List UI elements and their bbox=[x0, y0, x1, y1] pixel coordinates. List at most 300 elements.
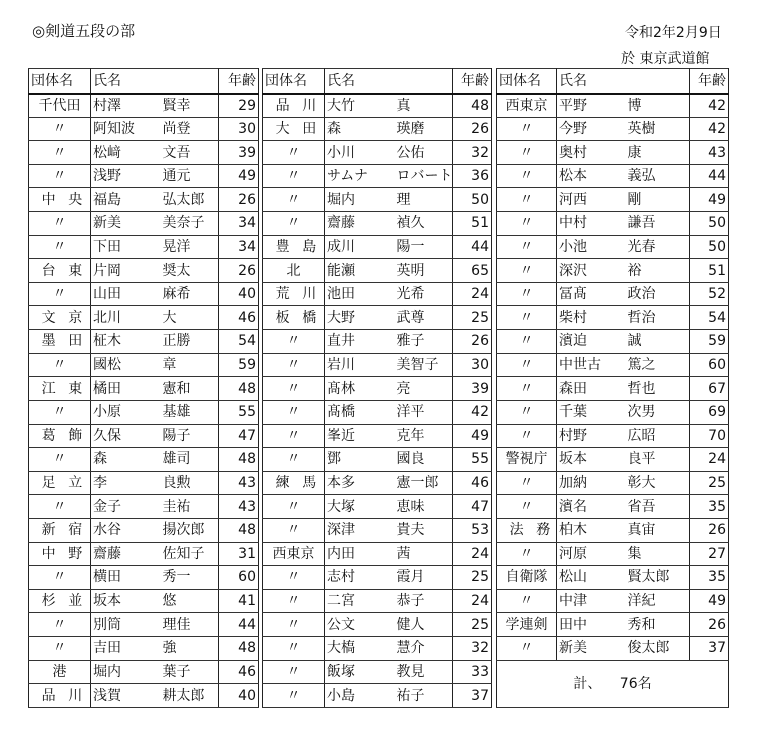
given-name-cell: 広昭 bbox=[626, 424, 690, 448]
given-name-cell: 晃洋 bbox=[161, 235, 219, 259]
org-cell: 〃 bbox=[497, 637, 557, 661]
table-row bbox=[29, 448, 259, 472]
org-cell: 〃 bbox=[29, 117, 91, 141]
table-row bbox=[263, 235, 492, 259]
table-row bbox=[29, 589, 259, 613]
table-row bbox=[263, 164, 492, 188]
roster-table-2 bbox=[262, 68, 492, 708]
surname-cell: 森 bbox=[91, 448, 161, 472]
org-cell: 〃 bbox=[263, 495, 325, 519]
surname-cell: 本多 bbox=[325, 471, 395, 495]
given-name-cell: 裕 bbox=[626, 259, 690, 283]
surname-cell: 深沢 bbox=[557, 259, 626, 283]
column-header-org: 団体名 bbox=[263, 69, 325, 94]
org-cell: 〃 bbox=[497, 282, 557, 306]
age-cell: 46 bbox=[219, 660, 259, 684]
surname-cell: 大塚 bbox=[325, 495, 395, 519]
org-cell: 豊島 bbox=[263, 235, 325, 259]
given-name-cell: 剛 bbox=[626, 188, 690, 212]
surname-cell: 内田 bbox=[325, 542, 395, 566]
surname-cell: 鄧 bbox=[325, 448, 395, 472]
age-cell: 25 bbox=[453, 306, 492, 330]
org-cell: 〃 bbox=[497, 117, 557, 141]
given-name-cell: 基雄 bbox=[161, 400, 219, 424]
org-cell: 〃 bbox=[497, 424, 557, 448]
given-name-cell: 強 bbox=[161, 637, 219, 661]
surname-cell: 柏木 bbox=[557, 518, 626, 542]
surname-cell: 濱迫 bbox=[557, 330, 626, 354]
surname-cell: 別筒 bbox=[91, 613, 161, 637]
column-header-age: 年齢 bbox=[219, 69, 259, 94]
table-row bbox=[497, 542, 729, 566]
surname-cell: 森田 bbox=[557, 377, 626, 401]
org-cell: 杉並 bbox=[29, 589, 91, 613]
given-name-cell: 光春 bbox=[626, 235, 690, 259]
org-cell: 〃 bbox=[497, 589, 557, 613]
given-name-cell: 通元 bbox=[161, 164, 219, 188]
given-name-cell: 賢太郎 bbox=[626, 566, 690, 590]
surname-cell: 大野 bbox=[325, 306, 395, 330]
org-cell: 〃 bbox=[29, 353, 91, 377]
age-cell: 35 bbox=[690, 566, 729, 590]
table-row bbox=[497, 471, 729, 495]
org-cell: 葛飾 bbox=[29, 424, 91, 448]
surname-cell: 村野 bbox=[557, 424, 626, 448]
column-header-name-cont bbox=[626, 69, 690, 94]
table-row bbox=[29, 542, 259, 566]
roster-table-3 bbox=[496, 68, 729, 708]
event-date: 令和2年2月9日 bbox=[625, 25, 722, 41]
age-cell: 34 bbox=[219, 212, 259, 236]
org-cell: 〃 bbox=[263, 660, 325, 684]
surname-cell: 村澤 bbox=[91, 94, 161, 118]
org-cell: 〃 bbox=[29, 282, 91, 306]
table-row bbox=[263, 212, 492, 236]
org-cell: 大田 bbox=[263, 117, 325, 141]
org-cell: 〃 bbox=[29, 141, 91, 165]
table-row bbox=[263, 471, 492, 495]
age-cell: 59 bbox=[219, 353, 259, 377]
given-name-cell: 義弘 bbox=[626, 164, 690, 188]
table-row bbox=[263, 448, 492, 472]
age-cell: 48 bbox=[219, 377, 259, 401]
age-cell: 49 bbox=[219, 164, 259, 188]
org-cell: 〃 bbox=[263, 684, 325, 708]
table-row bbox=[29, 377, 259, 401]
table-row bbox=[29, 684, 259, 708]
surname-cell: 下田 bbox=[91, 235, 161, 259]
given-name-cell: 祐子 bbox=[395, 684, 453, 708]
org-cell: 品川 bbox=[29, 684, 91, 708]
table-row bbox=[263, 613, 492, 637]
table-row bbox=[29, 400, 259, 424]
table-row bbox=[263, 684, 492, 708]
given-name-cell: 正勝 bbox=[161, 330, 219, 354]
given-name-cell: 陽一 bbox=[395, 235, 453, 259]
age-cell: 46 bbox=[219, 306, 259, 330]
given-name-cell: 賢幸 bbox=[161, 94, 219, 118]
given-name-cell: 篤之 bbox=[626, 353, 690, 377]
table-row bbox=[497, 259, 729, 283]
given-name-cell: 霞月 bbox=[395, 566, 453, 590]
org-cell: 〃 bbox=[263, 377, 325, 401]
age-cell: 47 bbox=[453, 495, 492, 519]
given-name-cell: 秀和 bbox=[626, 613, 690, 637]
surname-cell: 福島 bbox=[91, 188, 161, 212]
table-row bbox=[29, 259, 259, 283]
org-cell: 〃 bbox=[263, 448, 325, 472]
given-name-cell: 大 bbox=[161, 306, 219, 330]
given-name-cell: 亮 bbox=[395, 377, 453, 401]
table-row bbox=[263, 589, 492, 613]
org-cell: 〃 bbox=[497, 235, 557, 259]
age-cell: 25 bbox=[453, 613, 492, 637]
surname-cell: 浅賀 bbox=[91, 684, 161, 708]
org-cell: 墨田 bbox=[29, 330, 91, 354]
surname-cell: 坂本 bbox=[91, 589, 161, 613]
org-cell: 〃 bbox=[263, 518, 325, 542]
org-cell: 〃 bbox=[29, 164, 91, 188]
table-row bbox=[263, 259, 492, 283]
table-row bbox=[263, 566, 492, 590]
org-cell: 西東京 bbox=[263, 542, 325, 566]
given-name-cell: 陽子 bbox=[161, 424, 219, 448]
org-cell: 〃 bbox=[497, 141, 557, 165]
given-name-cell: 奨太 bbox=[161, 259, 219, 283]
age-cell: 26 bbox=[690, 518, 729, 542]
org-cell: 〃 bbox=[29, 212, 91, 236]
org-cell: 〃 bbox=[263, 164, 325, 188]
surname-cell: 能瀬 bbox=[325, 259, 395, 283]
age-cell: 39 bbox=[219, 141, 259, 165]
table-row bbox=[497, 212, 729, 236]
age-cell: 30 bbox=[219, 117, 259, 141]
age-cell: 32 bbox=[453, 637, 492, 661]
given-name-cell: 彰大 bbox=[626, 471, 690, 495]
column-header-age: 年齢 bbox=[690, 69, 729, 94]
surname-cell: 吉田 bbox=[91, 637, 161, 661]
roster-tables bbox=[28, 68, 728, 707]
age-cell: 26 bbox=[690, 613, 729, 637]
given-name-cell: 良勲 bbox=[161, 471, 219, 495]
org-cell: 〃 bbox=[29, 235, 91, 259]
age-cell: 54 bbox=[690, 306, 729, 330]
age-cell: 54 bbox=[219, 330, 259, 354]
surname-cell: 中世古 bbox=[557, 353, 626, 377]
table-row bbox=[29, 566, 259, 590]
given-name-cell: 洋紀 bbox=[626, 589, 690, 613]
org-cell: 港 bbox=[29, 660, 91, 684]
table-row bbox=[263, 518, 492, 542]
table-row bbox=[497, 637, 729, 661]
given-name-cell: 英樹 bbox=[626, 117, 690, 141]
org-cell: 自衛隊 bbox=[497, 566, 557, 590]
age-cell: 24 bbox=[690, 448, 729, 472]
given-name-cell: 葉子 bbox=[161, 660, 219, 684]
total-count: 計、 76名 bbox=[497, 660, 729, 707]
table-row bbox=[29, 353, 259, 377]
org-cell: 新宿 bbox=[29, 518, 91, 542]
given-name-cell: 哲治 bbox=[626, 306, 690, 330]
org-cell: 足立 bbox=[29, 471, 91, 495]
age-cell: 49 bbox=[690, 589, 729, 613]
org-cell: 千代田 bbox=[29, 94, 91, 118]
org-cell: 中野 bbox=[29, 542, 91, 566]
org-cell: 練馬 bbox=[263, 471, 325, 495]
table-row bbox=[29, 495, 259, 519]
surname-cell: 大竹 bbox=[325, 94, 395, 118]
surname-cell: 新美 bbox=[91, 212, 161, 236]
org-cell: 〃 bbox=[263, 330, 325, 354]
given-name-cell: 洋平 bbox=[395, 400, 453, 424]
given-name-cell: 康 bbox=[626, 141, 690, 165]
table-row bbox=[497, 330, 729, 354]
age-cell: 43 bbox=[690, 141, 729, 165]
age-cell: 26 bbox=[219, 259, 259, 283]
org-cell: 〃 bbox=[29, 400, 91, 424]
org-cell: 〃 bbox=[497, 212, 557, 236]
given-name-cell: 慧介 bbox=[395, 637, 453, 661]
given-name-cell: 謙吾 bbox=[626, 212, 690, 236]
roster-table-1 bbox=[28, 68, 259, 708]
age-cell: 44 bbox=[219, 613, 259, 637]
age-cell: 48 bbox=[453, 94, 492, 118]
surname-cell: 坂本 bbox=[557, 448, 626, 472]
given-name-cell: 英明 bbox=[395, 259, 453, 283]
column-header-name: 氏名 bbox=[91, 69, 161, 94]
org-cell: 〃 bbox=[263, 589, 325, 613]
given-name-cell: 文吾 bbox=[161, 141, 219, 165]
surname-cell: 中村 bbox=[557, 212, 626, 236]
table-row bbox=[497, 400, 729, 424]
event-venue: 於 東京武道館 bbox=[621, 51, 710, 67]
surname-cell: 奥村 bbox=[557, 141, 626, 165]
table-row bbox=[263, 660, 492, 684]
org-cell: 〃 bbox=[29, 566, 91, 590]
org-cell: 板橋 bbox=[263, 306, 325, 330]
org-cell: 北 bbox=[263, 259, 325, 283]
given-name-cell: 真宙 bbox=[626, 518, 690, 542]
surname-cell: 横田 bbox=[91, 566, 161, 590]
org-cell: 〃 bbox=[497, 164, 557, 188]
surname-cell: 髙林 bbox=[325, 377, 395, 401]
org-cell: 文京 bbox=[29, 306, 91, 330]
given-name-cell: 武尊 bbox=[395, 306, 453, 330]
org-cell: 〃 bbox=[497, 188, 557, 212]
given-name-cell: 憲一郎 bbox=[395, 471, 453, 495]
org-cell: 警視庁 bbox=[497, 448, 557, 472]
org-cell: 中央 bbox=[29, 188, 91, 212]
age-cell: 48 bbox=[219, 518, 259, 542]
table-row bbox=[263, 353, 492, 377]
age-cell: 42 bbox=[690, 94, 729, 118]
surname-cell: 岩川 bbox=[325, 353, 395, 377]
age-cell: 26 bbox=[453, 330, 492, 354]
table-row bbox=[497, 282, 729, 306]
table-row bbox=[497, 235, 729, 259]
age-cell: 42 bbox=[453, 400, 492, 424]
header-row bbox=[497, 69, 729, 94]
org-cell: 〃 bbox=[29, 613, 91, 637]
org-cell: 〃 bbox=[263, 424, 325, 448]
given-name-cell: 揚次郎 bbox=[161, 518, 219, 542]
table-row bbox=[29, 306, 259, 330]
surname-cell: 平野 bbox=[557, 94, 626, 118]
table-row bbox=[497, 448, 729, 472]
org-cell: 学連剣 bbox=[497, 613, 557, 637]
age-cell: 50 bbox=[690, 212, 729, 236]
org-cell: 〃 bbox=[263, 188, 325, 212]
given-name-cell: 理佳 bbox=[161, 613, 219, 637]
table-row bbox=[263, 424, 492, 448]
age-cell: 24 bbox=[453, 589, 492, 613]
surname-cell: 中津 bbox=[557, 589, 626, 613]
age-cell: 32 bbox=[453, 141, 492, 165]
table-row bbox=[29, 471, 259, 495]
surname-cell: 片岡 bbox=[91, 259, 161, 283]
surname-cell: 志村 bbox=[325, 566, 395, 590]
surname-cell: 柴村 bbox=[557, 306, 626, 330]
org-cell: 〃 bbox=[497, 495, 557, 519]
age-cell: 60 bbox=[690, 353, 729, 377]
given-name-cell: 省吾 bbox=[626, 495, 690, 519]
age-cell: 69 bbox=[690, 400, 729, 424]
given-name-cell: 恭子 bbox=[395, 589, 453, 613]
age-cell: 40 bbox=[219, 684, 259, 708]
age-cell: 41 bbox=[219, 589, 259, 613]
age-cell: 55 bbox=[453, 448, 492, 472]
age-cell: 52 bbox=[690, 282, 729, 306]
table-row bbox=[29, 613, 259, 637]
given-name-cell: 教見 bbox=[395, 660, 453, 684]
table-row bbox=[29, 117, 259, 141]
given-name-cell: 憲和 bbox=[161, 377, 219, 401]
table-row bbox=[497, 141, 729, 165]
given-name-cell: 美奈子 bbox=[161, 212, 219, 236]
age-cell: 35 bbox=[690, 495, 729, 519]
age-cell: 26 bbox=[219, 188, 259, 212]
given-name-cell: 次男 bbox=[626, 400, 690, 424]
age-cell: 24 bbox=[453, 542, 492, 566]
column-header-org: 団体名 bbox=[29, 69, 91, 94]
table-row bbox=[29, 235, 259, 259]
given-name-cell: 俊太郎 bbox=[626, 637, 690, 661]
age-cell: 51 bbox=[690, 259, 729, 283]
table-row bbox=[497, 306, 729, 330]
age-cell: 53 bbox=[453, 518, 492, 542]
given-name-cell: 博 bbox=[626, 94, 690, 118]
surname-cell: 山田 bbox=[91, 282, 161, 306]
org-cell: 〃 bbox=[263, 353, 325, 377]
surname-cell: 阿知波 bbox=[91, 117, 161, 141]
given-name-cell: 雄司 bbox=[161, 448, 219, 472]
org-cell: 〃 bbox=[263, 141, 325, 165]
given-name-cell: 麻希 bbox=[161, 282, 219, 306]
given-name-cell: 佐知子 bbox=[161, 542, 219, 566]
surname-cell: 浅野 bbox=[91, 164, 161, 188]
age-cell: 59 bbox=[690, 330, 729, 354]
given-name-cell: 恵味 bbox=[395, 495, 453, 519]
given-name-cell: 健人 bbox=[395, 613, 453, 637]
org-cell: 〃 bbox=[497, 259, 557, 283]
surname-cell: 久保 bbox=[91, 424, 161, 448]
age-cell: 44 bbox=[453, 235, 492, 259]
table-row bbox=[263, 306, 492, 330]
surname-cell: 公文 bbox=[325, 613, 395, 637]
age-cell: 47 bbox=[219, 424, 259, 448]
given-name-cell: 禎久 bbox=[395, 212, 453, 236]
table-row bbox=[29, 660, 259, 684]
given-name-cell: 弘太郎 bbox=[161, 188, 219, 212]
surname-cell: 柾木 bbox=[91, 330, 161, 354]
surname-cell: 加納 bbox=[557, 471, 626, 495]
table-row bbox=[29, 164, 259, 188]
given-name-cell: 悠 bbox=[161, 589, 219, 613]
surname-cell: 二宮 bbox=[325, 589, 395, 613]
header-row bbox=[29, 69, 259, 94]
table-row bbox=[29, 94, 259, 118]
given-name-cell: 雅子 bbox=[395, 330, 453, 354]
age-cell: 48 bbox=[219, 637, 259, 661]
age-cell: 33 bbox=[453, 660, 492, 684]
surname-cell: 直井 bbox=[325, 330, 395, 354]
table-row bbox=[497, 377, 729, 401]
age-cell: 31 bbox=[219, 542, 259, 566]
table-row bbox=[29, 637, 259, 661]
surname-cell: 松﨑 bbox=[91, 141, 161, 165]
org-cell: 〃 bbox=[263, 400, 325, 424]
age-cell: 49 bbox=[453, 424, 492, 448]
age-cell: 50 bbox=[453, 188, 492, 212]
given-name-cell: 尚登 bbox=[161, 117, 219, 141]
column-header-age: 年齢 bbox=[453, 69, 492, 94]
age-cell: 24 bbox=[453, 282, 492, 306]
table-row bbox=[497, 589, 729, 613]
table-row bbox=[29, 282, 259, 306]
surname-cell: 飯塚 bbox=[325, 660, 395, 684]
org-cell: 〃 bbox=[29, 495, 91, 519]
surname-cell: 森 bbox=[325, 117, 395, 141]
age-cell: 55 bbox=[219, 400, 259, 424]
table-row bbox=[497, 566, 729, 590]
surname-cell: 髙橋 bbox=[325, 400, 395, 424]
org-cell: 法務 bbox=[497, 518, 557, 542]
age-cell: 42 bbox=[690, 117, 729, 141]
table-row bbox=[29, 424, 259, 448]
surname-cell: 田中 bbox=[557, 613, 626, 637]
org-cell: 〃 bbox=[263, 613, 325, 637]
surname-cell: 齋藤 bbox=[325, 212, 395, 236]
table-row bbox=[29, 330, 259, 354]
surname-cell: 新美 bbox=[557, 637, 626, 661]
age-cell: 39 bbox=[453, 377, 492, 401]
table-row bbox=[497, 495, 729, 519]
surname-cell: 松本 bbox=[557, 164, 626, 188]
org-cell: 〃 bbox=[497, 377, 557, 401]
given-name-cell: 國良 bbox=[395, 448, 453, 472]
table-row bbox=[497, 353, 729, 377]
table-row bbox=[263, 637, 492, 661]
org-cell: 〃 bbox=[497, 542, 557, 566]
column-header-name-cont bbox=[395, 69, 453, 94]
age-cell: 49 bbox=[690, 188, 729, 212]
total-row bbox=[497, 660, 729, 707]
given-name-cell: ロバート bbox=[395, 164, 453, 188]
org-cell: 〃 bbox=[497, 353, 557, 377]
age-cell: 48 bbox=[219, 448, 259, 472]
age-cell: 50 bbox=[690, 235, 729, 259]
given-name-cell: 耕太郎 bbox=[161, 684, 219, 708]
